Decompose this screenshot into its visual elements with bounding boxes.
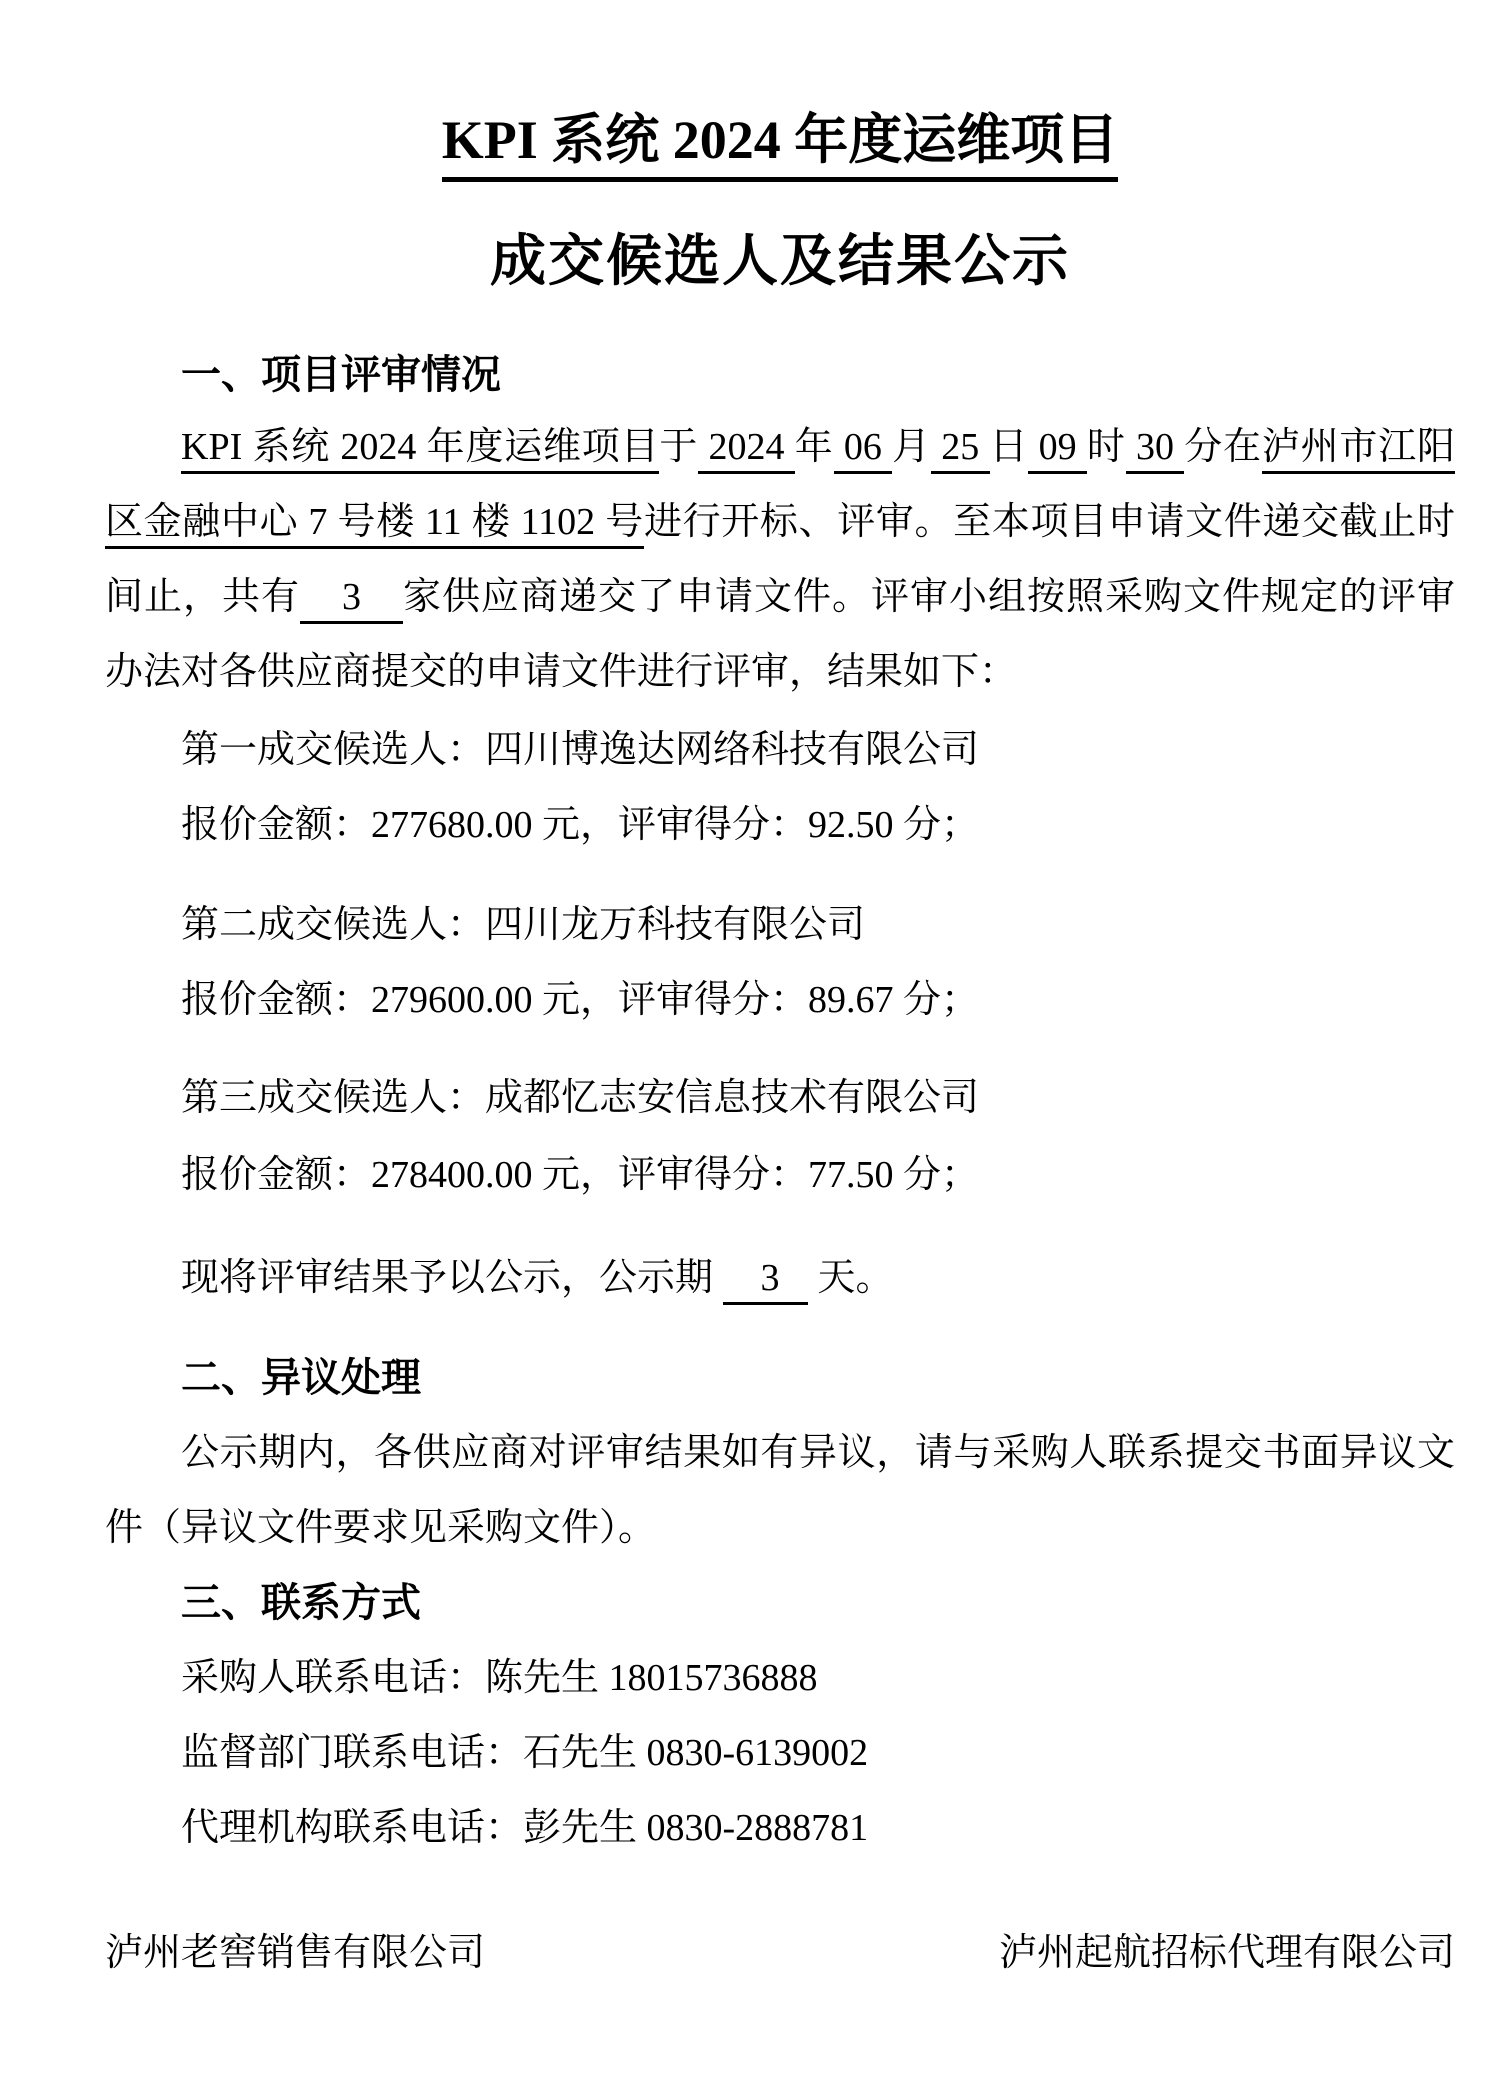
doc-title-line2 <box>105 212 1455 312</box>
text-segment: 家供应商递交了申请文件。评审小组按照采购文件规定的评审 <box>403 576 1455 618</box>
signature-row <box>105 1915 1455 1991</box>
underlined-text-segment: 09 <box>1028 426 1087 474</box>
text-segment: 日 <box>989 426 1029 468</box>
section1-paragraph-line2 <box>105 484 1455 560</box>
text-segment: 于 <box>659 426 699 468</box>
text-segment: 分在 <box>1184 426 1262 468</box>
doc-title-line2-text: 成交候选人及结果公示 <box>490 231 1070 293</box>
agency-company-name: 泸州起航招标代理有限公司 <box>998 1932 1455 1974</box>
agency-contact-line: 代理机构联系电话：彭先生 0830-2888781 <box>181 1807 869 1849</box>
section1-paragraph-line1 <box>105 409 1455 485</box>
doc-title-line1 <box>105 90 1455 190</box>
text-segment: 月 <box>892 426 931 468</box>
underlined-text-segment: 30 <box>1126 426 1185 474</box>
candidate-3-name-line: 第三成交候选人：成都忆志安信息技术有限公司 <box>181 1077 980 1119</box>
text-segment: 办法对各供应商提交的申请文件进行评审，结果如下： <box>105 651 1018 693</box>
text-segment: 时 <box>1086 426 1126 468</box>
text-segment: 间止，共有 <box>105 576 300 618</box>
candidate-1-name-line: 第一成交候选人：四川博逸达网络科技有限公司 <box>181 729 980 771</box>
underlined-text-segment: 泸州市江阳 <box>1262 426 1455 474</box>
underlined-text-segment: 3 <box>723 1257 809 1305</box>
underlined-text-segment: 06 <box>834 426 893 474</box>
candidate-3-price-line: 报价金额：278400.00 元，评审得分：77.50 分； <box>181 1154 980 1196</box>
section1-heading: 一、项目评审情况 <box>181 353 501 397</box>
underlined-text-segment: 2024 <box>698 426 795 474</box>
section2-paragraph-line2: 件（异议文件要求见采购文件）。 <box>105 1507 657 1549</box>
section2-heading: 二、异议处理 <box>181 1356 421 1400</box>
text-segment: 现将评审结果予以公示，公示期 <box>181 1257 723 1299</box>
section2-paragraph-line1: 公示期内，各供应商对评审结果如有异议，请与采购人联系提交书面异议文 <box>181 1432 1455 1474</box>
supervision-contact-line: 监督部门联系电话：石先生 0830-6139002 <box>181 1732 869 1774</box>
doc-title-line1-text: KPI 系统 2024 年度运维项目 <box>442 110 1119 182</box>
section3-heading: 三、联系方式 <box>181 1581 421 1625</box>
section1-paragraph-line4 <box>105 634 1455 710</box>
text-segment: 年 <box>794 426 834 468</box>
text-segment: 进行开标、评审。至本项目申请文件递交截止时 <box>643 501 1455 543</box>
candidate-2-name-line: 第二成交候选人：四川龙万科技有限公司 <box>181 904 866 946</box>
purchaser-contact-line: 采购人联系电话：陈先生 18015736888 <box>181 1657 818 1699</box>
section1-paragraph-line3 <box>105 559 1455 635</box>
publicity-period-line <box>105 1240 1455 1316</box>
text-segment: 天。 <box>808 1257 894 1299</box>
underlined-text-segment: KPI 系统 2024 年度运维项目 <box>181 426 659 474</box>
purchaser-company-name: 泸州老窖销售有限公司 <box>105 1932 486 1974</box>
candidate-2-price-line: 报价金额：279600.00 元，评审得分：89.67 分； <box>181 979 980 1021</box>
underlined-text-segment: 区金融中心 7 号楼 11 楼 1102 号 <box>105 501 644 549</box>
candidate-1-price-line: 报价金额：277680.00 元，评审得分：92.50 分； <box>181 804 980 846</box>
underlined-text-segment: 3 <box>300 576 403 624</box>
underlined-text-segment: 25 <box>931 426 990 474</box>
